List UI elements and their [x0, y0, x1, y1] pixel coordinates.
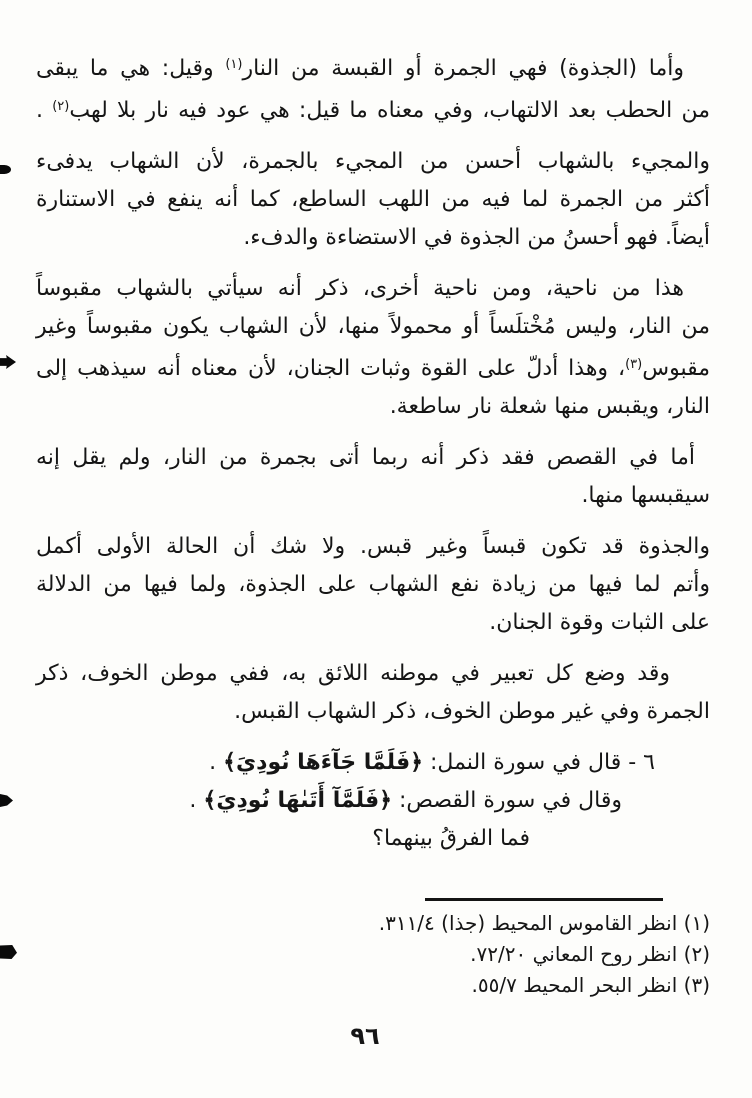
text-segment: أيضاً. فهو أحسنُ من الجذوة في الاستضاءة والدفء. — [243, 225, 710, 250]
quran-verse: ﴿فَلَمَّآ أَتَىٰهَا نُودِيَ﴾ — [203, 788, 392, 813]
text-segment: أما في القصص فقد ذكر أنه ربما أتى بجمرة من النار، ولم يقل إنه — [36, 445, 695, 470]
text-line — [36, 308, 710, 346]
page-number: ٩٦ — [350, 1022, 380, 1050]
text-segment: . — [209, 750, 224, 775]
text-line — [36, 181, 710, 219]
text-line — [36, 346, 710, 388]
text-line — [36, 655, 710, 693]
text-segment: . — [189, 788, 204, 813]
page-body — [36, 46, 710, 858]
text-line — [36, 219, 710, 257]
text-line — [36, 270, 710, 308]
text-line — [36, 88, 710, 130]
text-line — [36, 566, 710, 604]
text-segment: من النار، وليس مُخْتلَساً أو محمولاً منها، لأن الشهاب يكون مقبوساً وغير — [36, 314, 710, 339]
paragraph — [36, 143, 710, 257]
text-segment: وقد وضع كل تعبير في موطنه اللائق به، ففي موطن الخوف، ذكر — [36, 661, 670, 686]
footnote-marker: (٢) — [52, 99, 70, 114]
verse-line — [36, 782, 622, 820]
text-segment: وأتم لما فيها من زيادة نفع الشهاب على الجذوة، ولما فيها من الدلالة — [36, 572, 710, 597]
text-segment: ٦ - قال في سورة النمل: — [423, 750, 655, 775]
margin-ink-mark-1 — [0, 165, 11, 174]
footnote-separator — [425, 898, 663, 901]
text-segment: على الثبات وقوة الجنان. — [489, 610, 710, 635]
text-line — [36, 528, 710, 566]
paragraph — [36, 270, 710, 426]
quran-verse: ﴿فَلَمَّا جَآءَهَا نُودِيَ﴾ — [223, 750, 424, 775]
margin-ink-mark-2 — [0, 355, 16, 369]
text-line — [36, 46, 710, 88]
text-segment: مقبوس — [642, 356, 710, 381]
text-line — [36, 388, 710, 426]
text-segment: . — [36, 98, 53, 123]
text-line — [36, 693, 710, 731]
question-line: فما الفرقُ بينهما؟ — [372, 826, 530, 851]
paragraph — [36, 439, 710, 515]
text-line — [36, 439, 710, 477]
footnote-marker: (٣) — [625, 357, 643, 372]
text-segment: هذا من ناحية، ومن ناحية أخرى، ذكر أنه سيأتي بالشهاب مقبوساً — [36, 276, 684, 301]
text-segment: أكثر من الجمرة لما فيه من اللهب الساطع، كما أنه ينفع في الاستنارة — [36, 187, 710, 212]
text-segment: والمجيء بالشهاب أحسن من المجيء بالجمرة، لأن الشهاب يدفىء — [36, 149, 710, 174]
margin-ink-mark-3 — [0, 794, 13, 807]
verse-line — [36, 744, 655, 782]
footnote-item: (٣) انظر البحر المحيط ٥٥/٧. — [471, 973, 710, 997]
text-segment: النار، ويقبس منها شعلة نار ساطعة. — [389, 394, 710, 419]
text-segment: وأما (الجذوة) فهي الجمرة أو القبسة من النار — [242, 56, 684, 81]
text-segment: وقال في سورة القصص: — [392, 788, 622, 813]
text-segment: الجمرة وفي غير موطن الخوف، ذكر الشهاب القبس. — [234, 699, 710, 724]
footnote-marker: (١) — [225, 57, 243, 72]
footnote-item: (١) انظر القاموس المحيط (جذا) ٣١١/٤. — [378, 911, 710, 935]
text-segment: ، وهذا أدلّ على القوة وثبات الجنان، لأن معناه أنه سيذهب إلى — [36, 356, 626, 381]
footnotes — [36, 908, 710, 1001]
paragraph — [36, 528, 710, 642]
text-line — [36, 143, 710, 181]
text-line — [36, 477, 710, 515]
paragraph — [36, 46, 710, 130]
text-segment: والجذوة قد تكون قبساً وغير قبس. ولا شك أن الحالة الأولى أكمل — [36, 534, 710, 559]
text-segment: من الحطب بعد الالتهاب، وفي معناه ما قيل: هي عود فيه نار بلا لهب — [69, 98, 710, 123]
text-segment: سيقبسها منها. — [581, 483, 710, 508]
paragraph — [36, 655, 710, 731]
margin-ink-mark-4 — [0, 945, 17, 959]
text-segment: وقيل: هي ما يبقى — [36, 56, 226, 81]
footnote-item: (٢) انظر روح المعاني ٧٢/٢٠. — [470, 942, 710, 966]
body-text — [36, 46, 710, 820]
text-line — [36, 604, 710, 642]
